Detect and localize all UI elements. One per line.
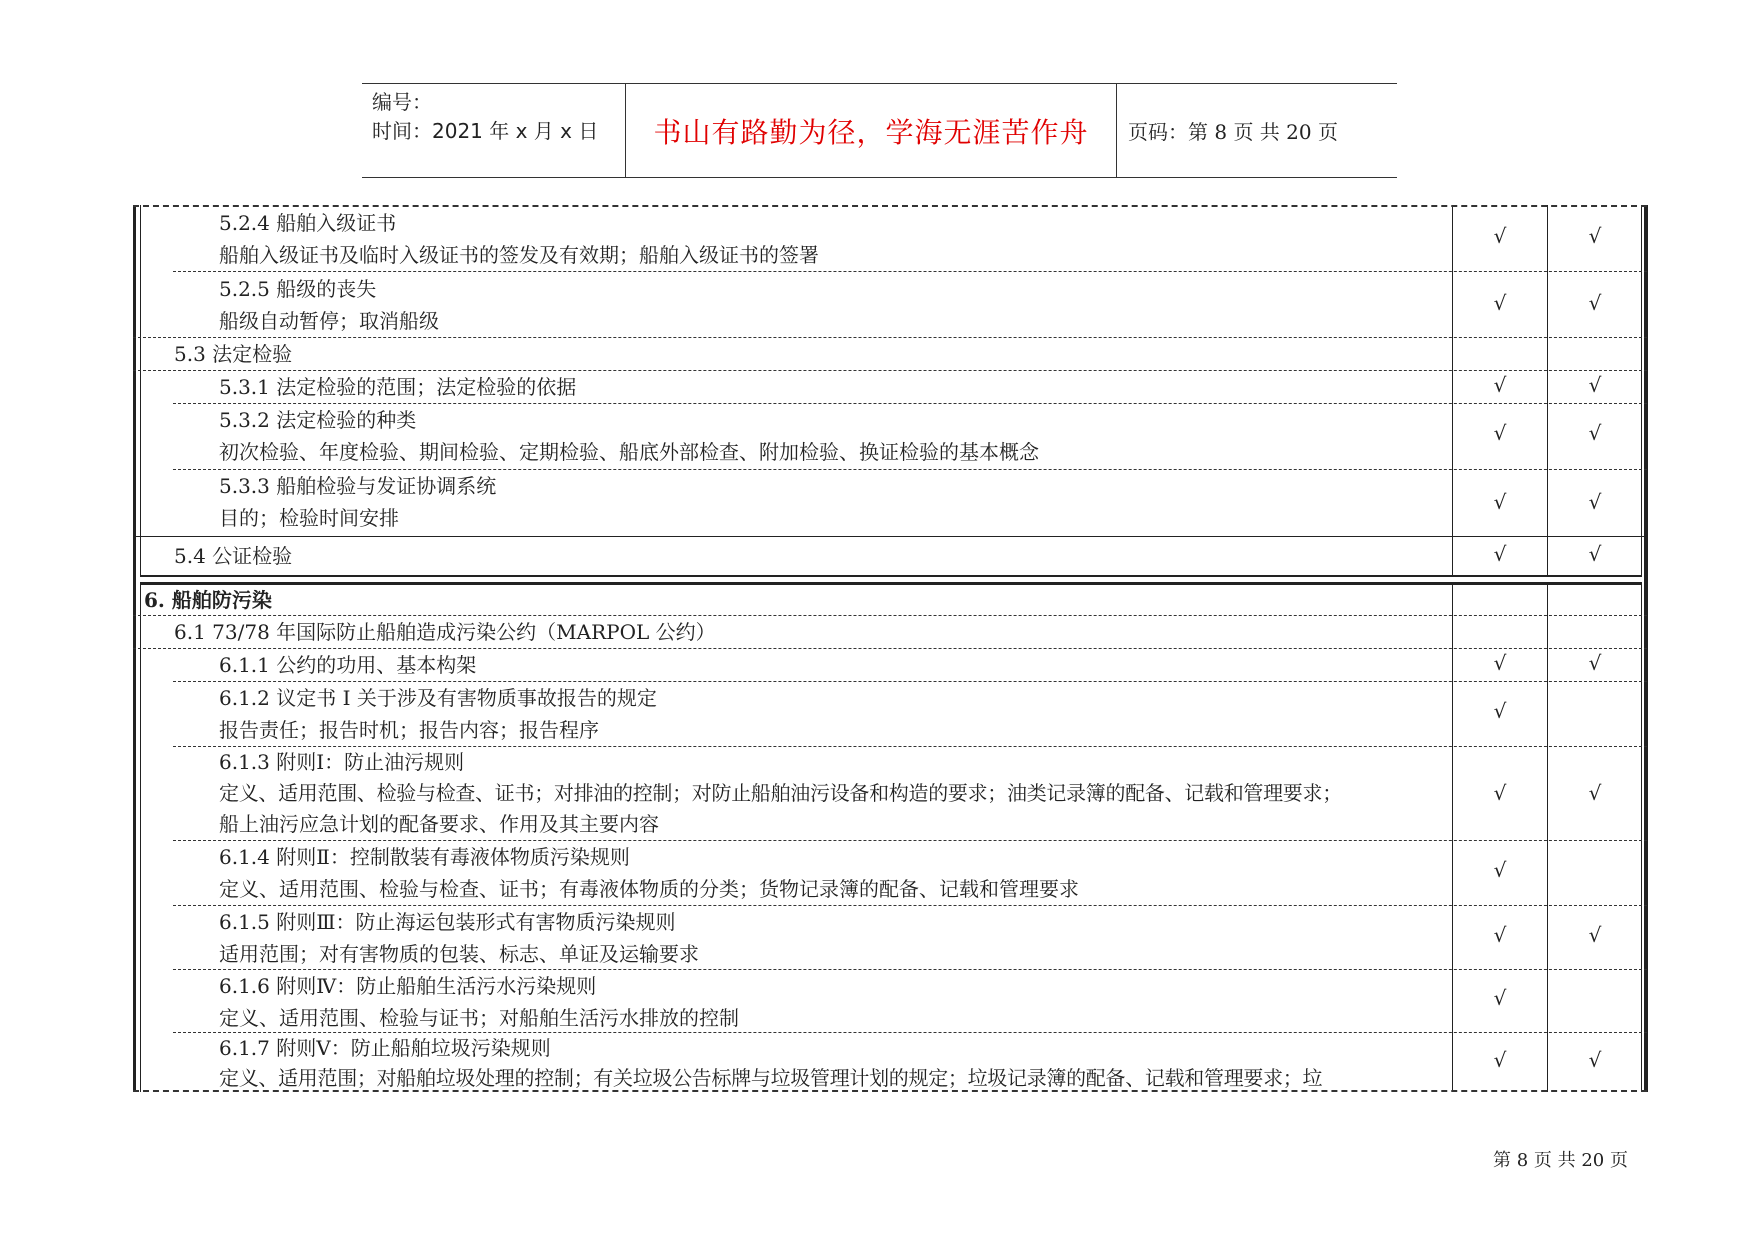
table-row [141, 207, 1452, 271]
table-row [141, 906, 1452, 969]
section-heading: 6. 船舶防污染 [144, 588, 272, 612]
table-row [141, 338, 1452, 370]
row-line: 定义、适用范围、检验与证书；对船舶生活污水排放的控制 [219, 1006, 739, 1030]
check-mark: √ [1493, 224, 1507, 248]
row-line: 定义、适用范围、检验与检查、证书；有毒液体物质的分类；货物记录簿的配备、记载和管理要求 [219, 877, 1079, 901]
table-row [141, 747, 1452, 840]
row-line: 初次检验、年度检验、期间检验、定期检验、船底外部检查、附加检验、换证检验的基本概念 [219, 440, 1039, 464]
table-row [141, 371, 1452, 403]
check-mark: √ [1493, 858, 1507, 882]
row-line: 5.3.1 法定检验的范围；法定检验的依据 [219, 375, 577, 399]
table-bottom-dashed [133, 1090, 1647, 1092]
table-row [141, 841, 1452, 905]
check-mark: √ [1493, 373, 1507, 397]
section-heading-row [141, 585, 1452, 615]
table-row [141, 404, 1452, 468]
section-separator [140, 575, 1642, 585]
check-mark: √ [1493, 699, 1507, 723]
table-row [141, 970, 1452, 1032]
table-row [141, 1033, 1452, 1090]
check-mark: √ [1588, 1048, 1602, 1072]
row-line: 定义、适用范围；对船舶垃圾处理的控制；有关垃圾公告标牌与垃圾管理计划的规定；垃圾记录簿的配备、记载和管理要求；垃 [219, 1066, 1323, 1090]
row-line: 6.1.4 附则Ⅱ：控制散装有毒液体物质污染规则 [219, 845, 630, 869]
row-line: 定义、适用范围、检验与检查、证书；对排油的控制；对防止船舶油污设备和构造的要求；油类记录簿的配备、记载和管理要求； [219, 781, 1342, 805]
row-line: 报告责任；报告时机；报告内容；报告程序 [219, 718, 599, 742]
row-line: 6.1.6 附则Ⅳ：防止船舶生活污水污染规则 [219, 974, 597, 998]
check-mark: √ [1493, 291, 1507, 315]
row-line: 适用范围；对有害物质的包装、标志、单证及运输要求 [219, 942, 699, 966]
check-mark: √ [1493, 651, 1507, 675]
table-row [141, 538, 1452, 574]
page-footer: 第 8 页 共 20 页 [1493, 1150, 1628, 1171]
check-mark: √ [1493, 421, 1507, 445]
check-mark: √ [1588, 421, 1602, 445]
check-mark: √ [1588, 373, 1602, 397]
check-mark: √ [1493, 986, 1507, 1010]
row-line: 6.1.7 附则Ⅴ：防止船舶垃圾污染规则 [219, 1036, 551, 1060]
row-line: 船舶入级证书及临时入级证书的签发及有效期；船舶入级证书的签署 [219, 243, 819, 267]
header-meta [372, 88, 617, 146]
row-line: 6.1 73/78 年国际防止船舶造成污染公约（MARPOL 公约） [174, 620, 716, 644]
header-motto: 书山有路勤为径，学海无涯苦作舟 [625, 84, 1117, 177]
row-line: 6.1.1 公约的功用、基本构架 [219, 653, 477, 677]
row-line: 5.3.3 船舶检验与发证协调系统 [219, 474, 497, 498]
check-mark: √ [1493, 781, 1507, 805]
header-page-label: 页码：第 8 页 共 20 页 [1128, 120, 1338, 144]
table-row [141, 616, 1452, 648]
check-mark: √ [1588, 490, 1602, 514]
row-line: 6.1.5 附则Ⅲ：防止海运包装形式有害物质污染规则 [219, 910, 676, 934]
row-line: 5.3 法定检验 [174, 342, 293, 366]
check-mark: √ [1493, 1048, 1507, 1072]
row-line: 目的；检验时间安排 [219, 506, 399, 530]
row-line: 5.2.4 船舶入级证书 [219, 211, 397, 235]
table-row [141, 273, 1452, 337]
number-label: 编号： [372, 90, 432, 114]
check-mark: √ [1588, 923, 1602, 947]
table-row [141, 649, 1452, 681]
row-divider [173, 271, 1647, 272]
check-mark: √ [1493, 923, 1507, 947]
check-mark: √ [1493, 490, 1507, 514]
check-mark: √ [1588, 651, 1602, 675]
row-line: 5.3.2 法定检验的种类 [219, 408, 417, 432]
syllabus-table [133, 205, 1647, 1092]
row-line: 5.2.5 船级的丧失 [219, 277, 377, 301]
check-mark: √ [1588, 291, 1602, 315]
check-mark: √ [1588, 224, 1602, 248]
table-row [141, 682, 1452, 746]
table-row [141, 470, 1452, 534]
row-line: 6.1.3 附则Ⅰ：防止油污规则 [219, 750, 465, 774]
row-line: 船上油污应急计划的配备要求、作用及其主要内容 [219, 812, 659, 836]
check-mark: √ [1588, 542, 1602, 566]
document-header [362, 83, 1397, 178]
row-line: 6.1.2 议定书 I 关于涉及有害物质事故报告的规定 [219, 686, 657, 710]
row-line: 5.4 公证检验 [174, 544, 293, 568]
time-label: 时间：2021 年 x 月 x 日 [372, 119, 599, 143]
row-line: 船级自动暂停；取消船级 [219, 309, 439, 333]
check-mark: √ [1588, 781, 1602, 805]
check-mark: √ [1493, 542, 1507, 566]
row-divider-solid [133, 536, 1647, 537]
